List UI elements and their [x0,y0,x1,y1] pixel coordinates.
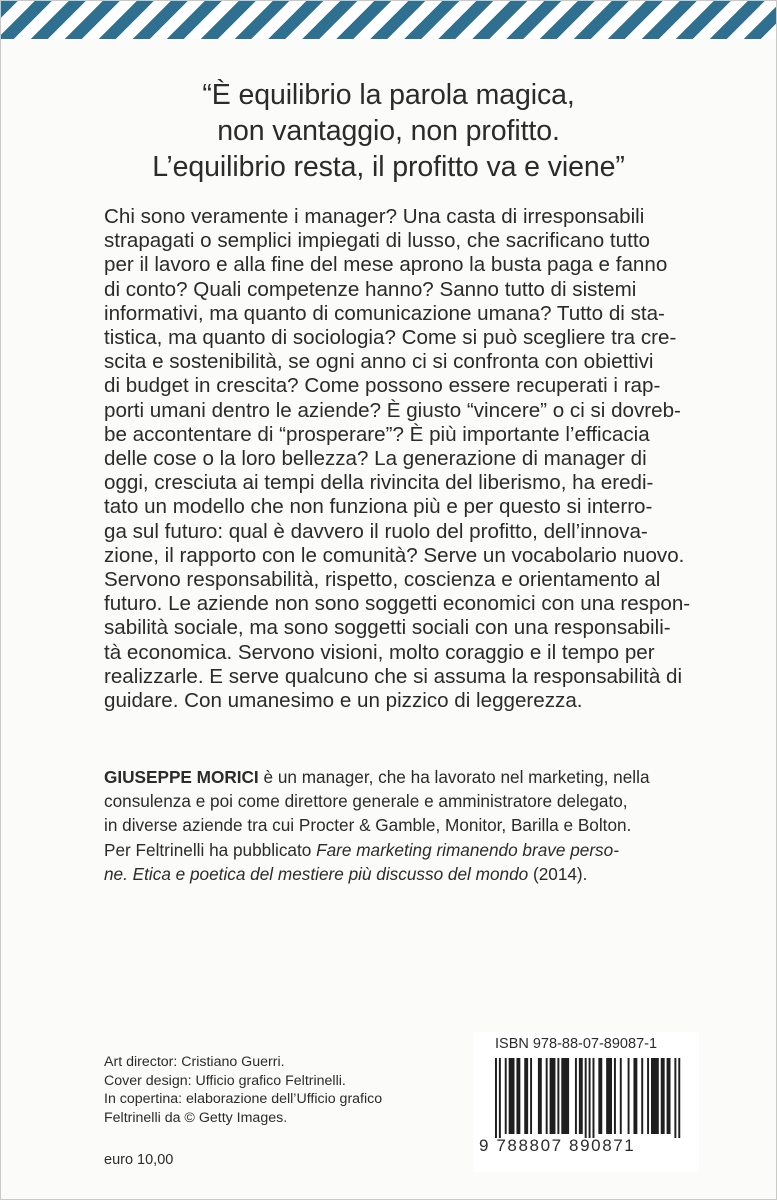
barcode-icon [473,1058,699,1138]
barcode-bar [505,1058,507,1134]
barcode-bar [546,1058,548,1134]
author-bio [104,765,704,886]
blurb-line: ga sul futuro: qual è davvero il ruolo del profitto, dell’innova- [104,519,648,543]
blurb-line: guidare. Con umanesimo e un pizzico di leggerezza. [104,689,583,713]
barcode-bar [674,1058,676,1138]
top-stripe-band [1,1,776,39]
bio-text: (2014). [528,863,588,884]
book-title: ne. Etica e poetica del mestiere più discusso del mondo [104,863,529,884]
barcode-bar [530,1058,532,1134]
blurb-line: realizzarle. E serve qualcuno che si assuma la responsabilità di [104,664,683,688]
isbn-label: ISBN 978-88-07-89087-1 [495,1036,658,1052]
barcode-bar [606,1058,612,1134]
author-name: GIUSEPPE MORICI [104,767,259,787]
blurb-line: porti umani dentro le aziende? È giusto “vincere” o ci si dovreb- [104,398,681,422]
blurb-line: delle cose o la loro bellezza? La generazione di manager di [104,447,647,471]
quote-line: non vantaggio, non profitto. [217,115,560,147]
blurb-line: Chi sono veramente i manager? Una casta di irresponsabili [104,205,645,228]
bio-line [104,765,704,789]
credit-line: Art director: Cristiano Guerri. [104,1054,285,1070]
barcode-bar [538,1058,542,1134]
bio-text: è un manager, che ha lavorato nel marketing, nella [258,767,650,787]
blurb-line: di budget in crescita? Come possono essere recuperati i rap- [104,374,661,398]
barcode-bar [598,1058,602,1134]
barcode-bar [661,1058,665,1134]
quote-line: “È equilibrio la parola magica, [202,79,575,111]
barcode-bar [557,1058,559,1134]
barcode-bar [499,1058,501,1138]
barcode-bar [614,1058,616,1134]
blurb-line: informativi, ma quanto di comunicazione umana? Tutto di sta- [104,301,665,325]
ean-digits: 9 788807 890871 [479,1136,636,1155]
blurb-line: tà economica. Servono visioni, molto coraggio e il tempo per [104,640,655,664]
barcode-bar [589,1058,591,1138]
barcode-bar [593,1058,595,1138]
bio-line [104,862,704,886]
quote-line: L’equilibrio resta, il profitto va e viene” [152,151,625,183]
barcode-bar [651,1058,659,1134]
barcode-bar [641,1058,643,1134]
blurb-line: zione, il rapporto con le comunità? Serve un vocabolario nuovo. [104,543,685,567]
barcode-bar [633,1058,637,1134]
credits [104,1053,382,1127]
barcode-bar [524,1058,528,1134]
blurb-line: scita e sostenibilità, se ogni anno ci si confronta con obiettivi [104,350,654,374]
blurb-line: futuro. Le aziende non sono soggetti economici con una respon- [104,592,691,616]
book-title: Fare marketing rimanendo brave perso- [316,839,619,860]
blurb-line: tistica, ma quanto di sociologia? Come si può scegliere tra cre- [104,326,677,350]
barcode-bar [628,1058,630,1134]
barcode-block [473,1032,699,1172]
barcode-bar [561,1058,569,1134]
barcode-bar [509,1058,515,1134]
blurb-line: strapagati o semplici impiegati di lusso, che sacrificano tutto [104,229,650,253]
blurb-line: be accontentare di “prosperare”? È più importante l’efficacia [104,422,650,446]
blurb-line: di conto? Quali competenze hanno? Sanno tutto di sistemi [104,277,637,301]
credit-line: Feltrinelli da © Getty Images. [104,1109,288,1126]
bio-line [104,838,704,862]
bio-line: in diverse aziende tra cui Procter & Gamble, Monitor, Barilla e Bolton. [104,815,632,836]
credit-line: In copertina: elaborazione dell’Ufficio grafico [104,1091,383,1108]
blurb-line: oggi, cresciuta ai tempi della rivincita del liberismo, ha eredi- [104,471,654,495]
barcode-bar [579,1058,583,1134]
barcode-bar [620,1058,622,1134]
barcode-bar [667,1058,671,1134]
credit-line: Cover design: Ufficio grafico Feltrinelli. [104,1072,346,1089]
blurb-line: Servono responsabilità, rispetto, coscienza e orientamento al [104,568,661,592]
barcode-bar [647,1058,649,1134]
barcode-bar [550,1058,556,1134]
blurb-text [104,205,704,713]
bio-text: Per Feltrinelli ha pubblicato [104,839,317,860]
pull-quote [1,77,776,185]
blurb-line: per il lavoro e alla fine del mese aprono la busta paga e fanno [104,253,668,277]
barcode-bar [585,1058,587,1138]
blurb-line: sabilità sociale, ma sono soggetti sociali con una responsabili- [104,616,671,640]
bio-line: consulenza e poi come direttore generale e amministratore delegato, [104,791,628,812]
price-label: euro 10,00 [104,1152,174,1168]
blurb-line: tato un modello che non funziona più e per questo si interro- [104,495,653,519]
barcode-bar [575,1058,577,1134]
barcode-bar [516,1058,520,1134]
barcode-bar [678,1058,680,1138]
barcode-bar [495,1058,497,1138]
